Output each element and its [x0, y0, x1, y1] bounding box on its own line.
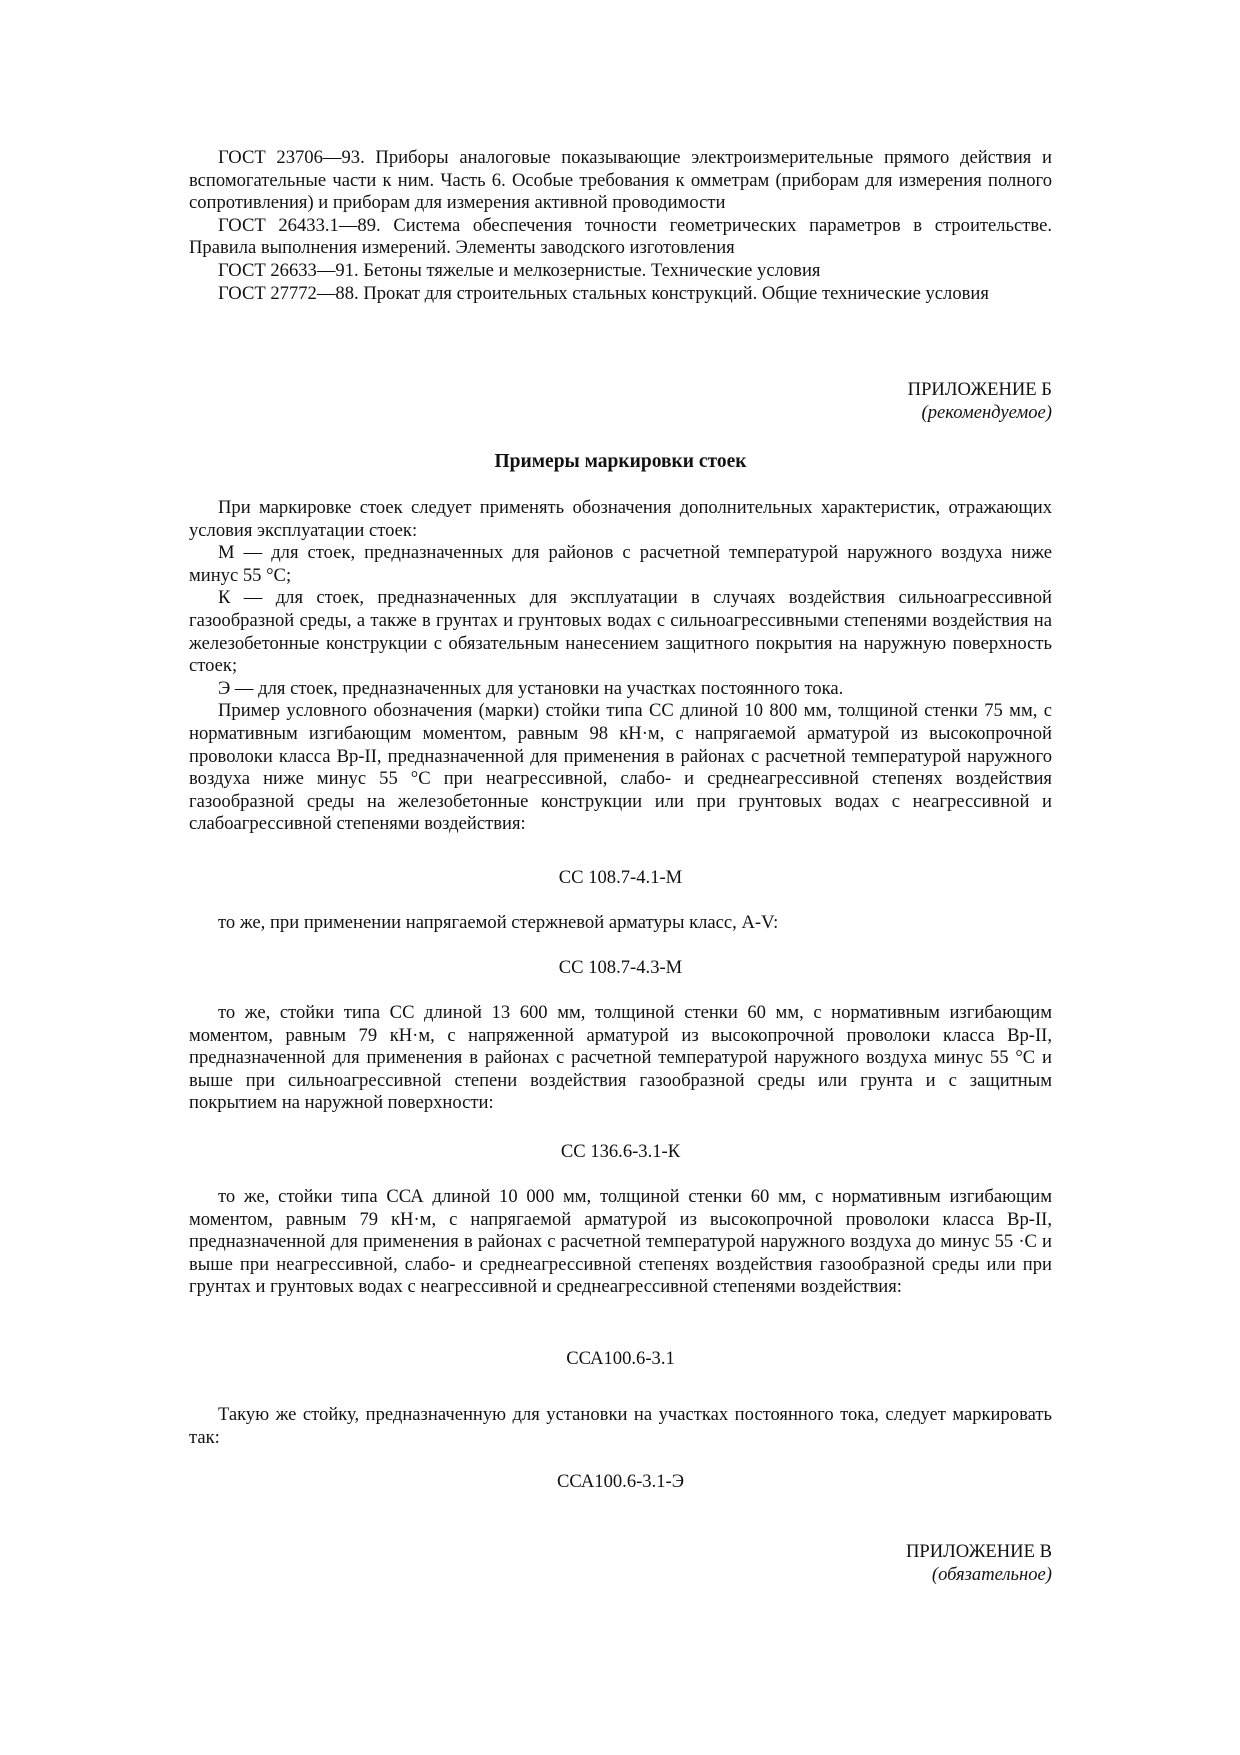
appendix-v-label: ПРИЛОЖЕНИЕ В	[905, 1541, 1052, 1562]
appendix-b-title-block	[189, 450, 1052, 474]
marking-code: ССА100.6-3.1-Э	[556, 1471, 685, 1492]
paragraph: Пример условного обозначения (марки) стойки типа СС длиной 10 800 мм, толщиной стенки 75 мм, с нормативным изгибающим моментом, равным 98 кН·м, с напрягаемой арматурой из высокопрочной проволоки класса Вр-II, предназначенной для применения в районах с расчетной температурой наружного воздуха ниже минус 55 °С при неагрессивной, слабо- и среднеагрессивной степенях воздействия газообразной среды на железобетонные конструкции или при грунтовых водах с неагрессивной и слабоагрессивной степенями воздействия:	[189, 700, 1052, 835]
marking-example-1	[189, 867, 1052, 890]
reference-item: ГОСТ 23706—93. Приборы аналоговые показывающие электроизмерительные прямого действия и вспомогательные части к ним. Часть 6. Особые требования к омметрам (приборам для измерения полного сопротивления) и приборам для измерения активной проводимости	[189, 147, 1052, 214]
references-list	[189, 147, 1052, 305]
appendix-b-intro	[189, 497, 1052, 836]
marking-example-4	[189, 1348, 1052, 1371]
appendix-v-header	[189, 1541, 1052, 1586]
reference-item: ГОСТ 26433.1—89. Система обеспечения точности геометрических параметров в строительстве. Правила выполнения измерений. Элементы заводского изготовления	[189, 214, 1052, 259]
marking-example-2	[189, 957, 1052, 980]
appendix-b-status: (рекомендуемое)	[921, 401, 1052, 423]
appendix-v-status: (обязательное)	[931, 1563, 1052, 1585]
paragraph: то же, стойки типа ССА длиной 10 000 мм, толщиной стенки 60 мм, с нормативным изгибающим моментом, равным 79 кН·м, с напрягаемой арматурой из высокопрочной проволоки класса Вр-II, предназначенной для применения в районах с расчетной температурой наружного воздуха до минус 55 ·С и выше при неагрессивной, слабо- и среднеагрессивной степенях воздействия газообразной среды или при грунтах и грунтовых водах с неагрессивной и среднеагрессивной степенями воздействия:	[189, 1186, 1052, 1298]
appendix-b-header	[189, 379, 1052, 424]
reference-item: ГОСТ 27772—88. Прокат для строительных стальных конструкций. Общие технические условия	[218, 282, 989, 304]
text-block-4	[189, 1186, 1052, 1299]
reference-item: ГОСТ 26633—91. Бетоны тяжелые и мелкозернистые. Технические условия	[218, 259, 821, 281]
appendix-b-title: Примеры маркировки стоек	[494, 451, 747, 472]
paragraph: Э — для стоек, предназначенных для установки на участках постоянного тока.	[218, 677, 844, 699]
paragraph: М — для стоек, предназначенных для районов с расчетной температурой наружного воздуха ниже минус 55 °С;	[189, 542, 1052, 586]
paragraph: К — для стоек, предназначенных для эксплуатации в случаях воздействия сильноагрессивной газообразной среды, а также в грунтах и грунтовых водах с сильноагрессивными степенями воздействия на железобетонные конструкции с обязательным нанесением защитного покрытия на наружную поверхность стоек;	[189, 587, 1052, 677]
text-block-3	[189, 1002, 1052, 1115]
paragraph: Такую же стойку, предназначенную для установки на участках постоянного тока, следует маркировать так:	[189, 1404, 1052, 1448]
marking-example-5	[189, 1471, 1052, 1494]
marking-example-3	[189, 1141, 1052, 1164]
text-block-2	[189, 912, 1052, 935]
paragraph: то же, при применении напрягаемой стержневой арматуры класс, А-V:	[218, 912, 779, 933]
marking-code: СС 136.6-3.1-К	[560, 1141, 681, 1162]
appendix-b-label: ПРИЛОЖЕНИЕ Б	[907, 379, 1052, 400]
marking-code: СС 108.7-4.1-М	[558, 867, 683, 888]
marking-code: СС 108.7-4.3-М	[558, 957, 683, 978]
marking-code: ССА100.6-3.1	[566, 1348, 675, 1369]
text-block-5	[189, 1404, 1052, 1449]
paragraph: то же, стойки типа СС длиной 13 600 мм, толщиной стенки 60 мм, с нормативным изгибающим моментом, равным 79 кН·м, с напряженной арматурой из высокопрочной проволоки класса Вр-II, предназначенной для применения в районах с расчетной температурой наружного воздуха минус 55 °С и выше при сильноагрессивной степени воздействия газообразной среды или грунта и с защитным покрытием на наружной поверхности:	[189, 1002, 1052, 1114]
paragraph: При маркировке стоек следует применять обозначения дополнительных характеристик, отражающих условия эксплуатации стоек:	[189, 497, 1052, 541]
